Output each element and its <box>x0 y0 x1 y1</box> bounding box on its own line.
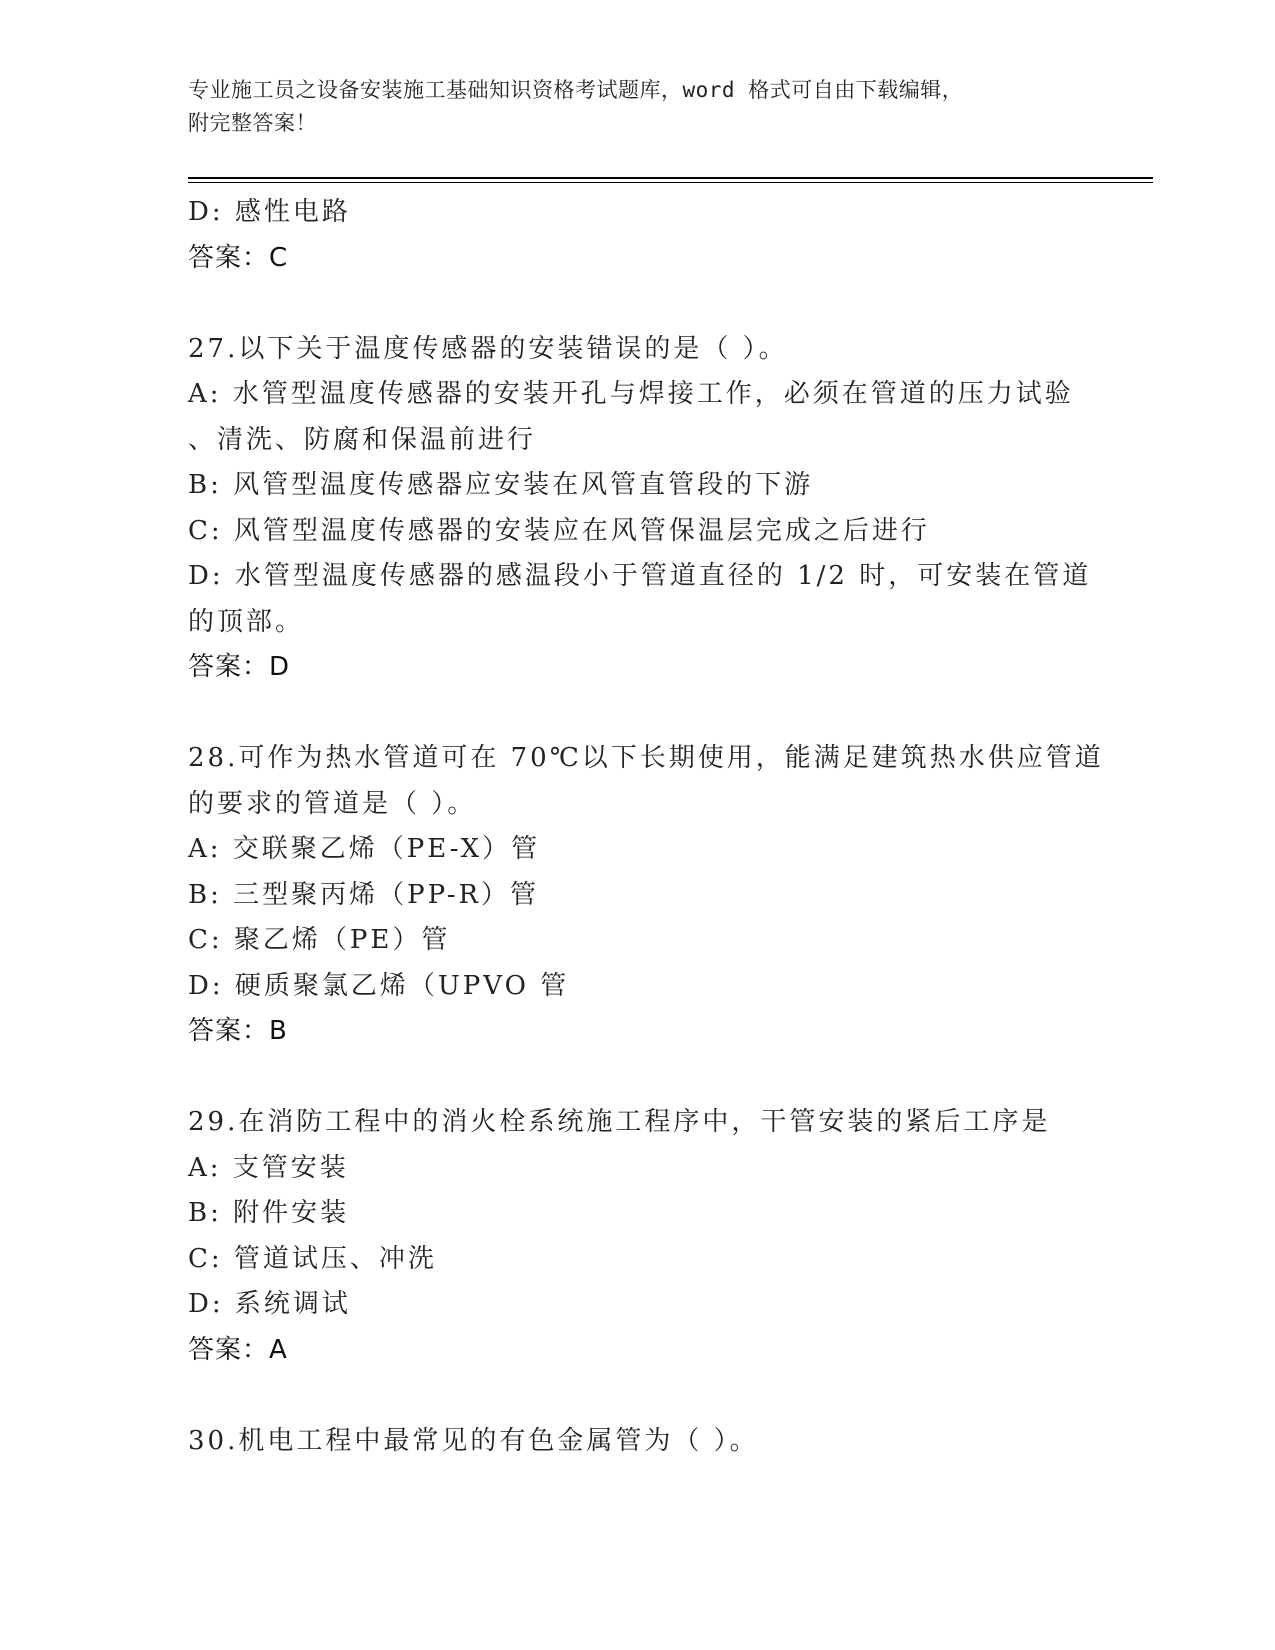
spacer <box>188 691 1088 737</box>
answer: 答案：A <box>188 1334 288 1365</box>
question-29 <box>188 1100 1088 1373</box>
question-stem-cont: 的要求的管道是（ ）。 <box>188 788 477 819</box>
question-27 <box>188 327 1092 691</box>
question-stem: 30.机电工程中最常见的有色金属管为（ ）。 <box>188 1425 759 1456</box>
option-a: A: 水管型温度传感器的安装开孔与焊接工作，必须在管道的压力试验 <box>188 379 1074 409</box>
answer: 答案：D <box>188 652 291 682</box>
option-d-cont: 的顶部。 <box>188 606 305 637</box>
spacer <box>188 1055 1088 1101</box>
option-a: A: 交联聚乙烯（PE-X）管 <box>188 834 541 864</box>
option-c: C: 聚乙烯（PE）管 <box>188 925 451 955</box>
option-b: B: 风管型温度传感器应安装在风管直管段的下游 <box>188 470 814 500</box>
question-stem: 28.可作为热水管道可在 70℃以下长期使用，能满足建筑热水供应管道 <box>188 743 1104 773</box>
spacer <box>188 1373 1088 1419</box>
header-line-2: 附完整答案！ <box>188 111 317 135</box>
header-line-1: 专业施工员之设备安装施工基础知识资格考试题库，word 格式可自由下载编辑， <box>188 78 964 102</box>
question-list <box>188 190 1104 1464</box>
header-divider-thick <box>188 177 1153 179</box>
option-b: B: 三型聚丙烯（PP-R）管 <box>188 879 540 910</box>
option-a: A: 支管安装 <box>188 1152 349 1183</box>
option-b: B: 附件安装 <box>188 1198 350 1228</box>
question-28 <box>188 736 1104 1055</box>
prev-option-d: D: 感性电路 <box>188 197 351 227</box>
prev-answer: 答案：C <box>188 242 289 273</box>
answer: 答案：B <box>188 1016 288 1046</box>
question-30 <box>188 1419 1088 1465</box>
page-header <box>188 74 1068 140</box>
option-d: D: 硬质聚氯乙烯（UPVO 管 <box>188 970 570 1001</box>
option-c: C: 管道试压、冲洗 <box>188 1243 437 1274</box>
option-d: D: 水管型温度传感器的感温段小于管道直径的 1/2 时，可安装在管道 <box>188 561 1092 591</box>
option-d: D: 系统调试 <box>188 1289 351 1319</box>
option-a-cont: 、清洗、防腐和保温前进行 <box>188 424 537 455</box>
question-stem: 27.以下关于温度传感器的安装错误的是（ ）。 <box>188 333 788 364</box>
option-c: C: 风管型温度传感器的安装应在风管保温层完成之后进行 <box>188 515 930 546</box>
spacer <box>188 281 1088 327</box>
question-stem: 29.在消防工程中的消火栓系统施工程序中，干管安装的紧后工序是 <box>188 1107 1051 1137</box>
header-divider-thin <box>188 182 1153 183</box>
